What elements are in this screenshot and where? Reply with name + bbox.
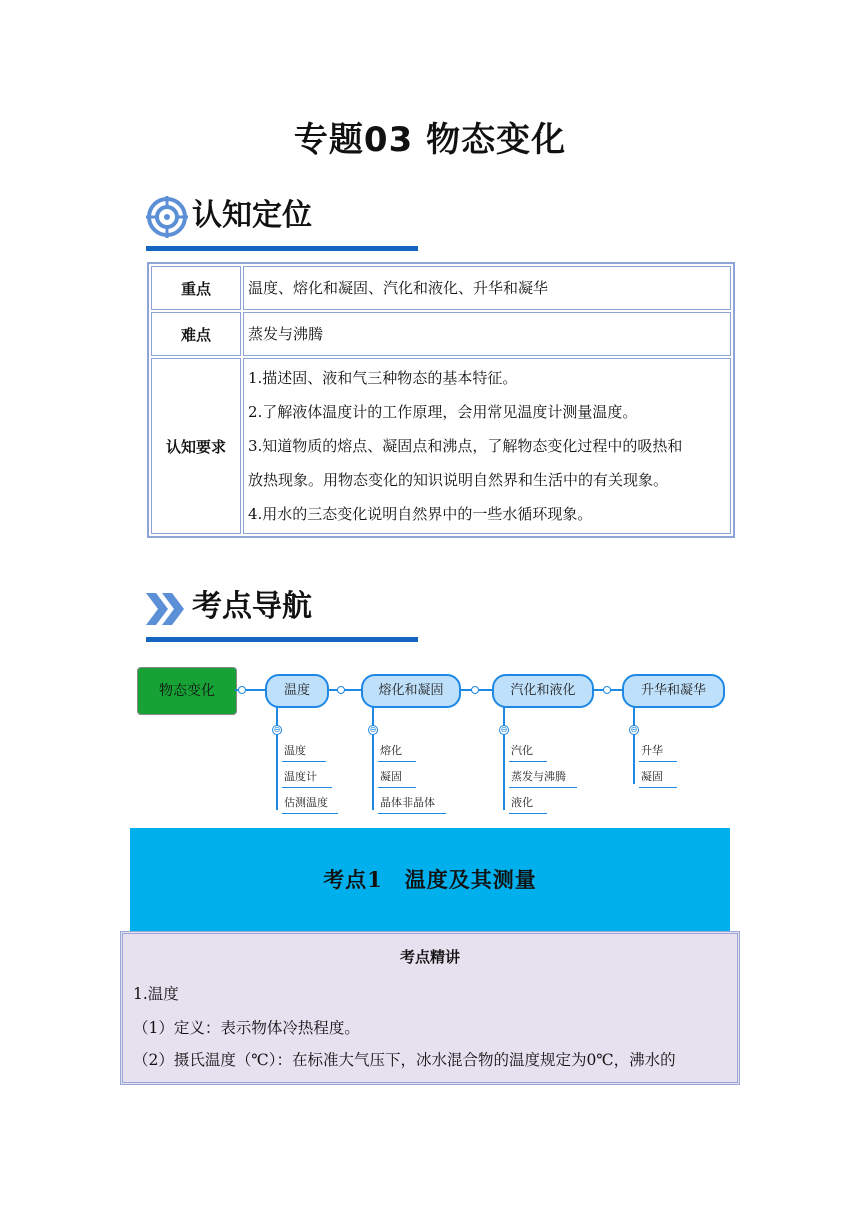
mindmap-leaf: 温度 — [282, 742, 326, 762]
row-value — [243, 358, 731, 534]
connector-dot — [238, 686, 246, 694]
requirement-line: 3.知道物质的熔点、凝固点和沸点，了解物态变化过程中的吸热和 — [248, 437, 683, 455]
card-line: （2）摄氏温度（℃）：在标准大气压下，冰水混合物的温度规定为0℃，沸水的 — [133, 1051, 676, 1069]
section-heading-cognitive — [146, 194, 426, 264]
card-line: （1）定义：表示物体冷热程度。 — [133, 1019, 360, 1037]
section-heading-text: 考点导航 — [192, 589, 312, 624]
section-underline — [146, 246, 418, 251]
branch-line — [276, 706, 278, 810]
branch-line — [503, 706, 505, 810]
mindmap-leaf: 液化 — [509, 794, 547, 814]
row-key: 难点 — [151, 312, 241, 356]
table-row — [151, 358, 731, 534]
section-heading-text: 认知定位 — [192, 198, 312, 233]
table-row — [151, 312, 731, 356]
connector-dot — [471, 686, 479, 694]
connector-dot — [603, 686, 611, 694]
mindmap-node[interactable]: 汽化和液化 — [492, 674, 594, 708]
row-value: 蒸发与沸腾 — [243, 312, 731, 356]
table-row — [151, 266, 731, 310]
section-heading-navigation — [146, 585, 426, 655]
mindmap-leaf: 晶体非晶体 — [378, 794, 446, 814]
mindmap-leaf: 凝固 — [639, 768, 677, 788]
mindmap-leaf: 温度计 — [282, 768, 332, 788]
mindmap-leaf: 升华 — [639, 742, 677, 762]
collapse-icon[interactable]: ⊖ — [273, 725, 281, 734]
mindmap-node[interactable]: 升华和凝华 — [622, 674, 725, 708]
row-key: 重点 — [151, 266, 241, 310]
branch-line — [633, 706, 635, 784]
mindmap-node[interactable]: 温度 — [265, 674, 329, 708]
mindmap-leaf: 蒸发与沸腾 — [509, 768, 577, 788]
mindmap-leaf: 熔化 — [378, 742, 416, 762]
target-icon — [146, 196, 188, 238]
topic-title: 考点1 温度及其测量 — [323, 867, 537, 892]
double-chevron-icon — [146, 591, 188, 627]
mindmap-node[interactable]: 熔化和凝固 — [361, 674, 461, 708]
section-underline — [146, 637, 418, 642]
mindmap-leaf: 凝固 — [378, 768, 416, 788]
collapse-icon[interactable]: ⊖ — [500, 725, 508, 734]
row-value: 温度、熔化和凝固、汽化和液化、升华和凝华 — [243, 266, 731, 310]
branch-line — [372, 706, 374, 810]
requirement-line: 1.描述固、液和气三种物态的基本特征。 — [248, 369, 518, 387]
cognitive-table — [147, 262, 735, 538]
row-key: 认知要求 — [151, 358, 241, 534]
card-line: 1.温度 — [133, 985, 179, 1003]
mindmap-leaf: 汽化 — [509, 742, 547, 762]
explanation-card — [120, 931, 740, 1085]
card-heading: 考点精讲 — [399, 948, 460, 966]
requirement-line: 4.用水的三态变化说明自然界中的一些水循环现象。 — [248, 505, 593, 523]
requirement-line: 放热现象。用物态变化的知识说明自然界和生活中的有关现象。 — [248, 471, 669, 489]
mindmap-root: 物态变化 — [137, 667, 237, 715]
requirement-line: 2.了解液体温度计的工作原理，会用常见温度计测量温度。 — [248, 403, 638, 421]
collapse-icon[interactable]: ⊖ — [630, 725, 638, 734]
collapse-icon[interactable]: ⊖ — [369, 725, 377, 734]
mindmap-leaf: 估测温度 — [282, 794, 338, 814]
document-title: 专题03 物态变化 — [293, 120, 567, 160]
connector-dot — [337, 686, 345, 694]
